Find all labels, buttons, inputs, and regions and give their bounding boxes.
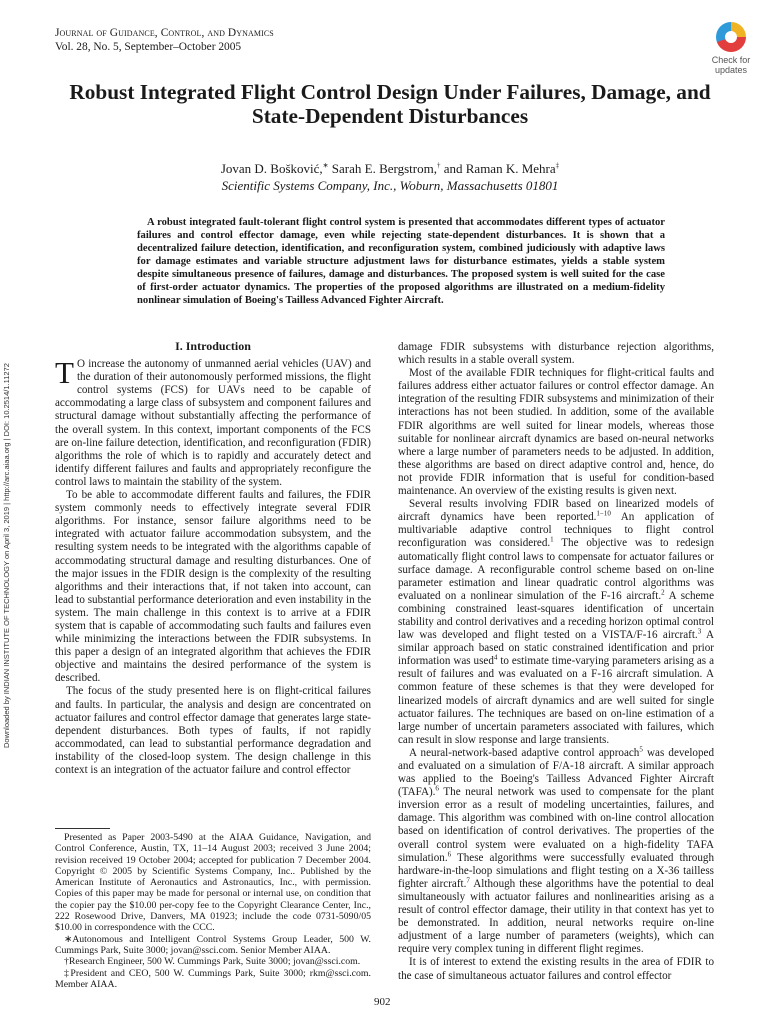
section-title: I. Introduction	[175, 339, 251, 353]
author-names	[60, 160, 720, 177]
crossmark-icon	[716, 22, 746, 52]
right-paragraph-5: It is of interest to extend the existing results in the area of FDIR to the case of simultaneous actuator failures and control effector	[398, 956, 714, 982]
abstract: A robust integrated fault-tolerant flight control system is presented that accommodates different types of actuator failures and control effector damage, even while rejecting state-dependent disturbances. It is shown that a decentralized failure detection, identification, and reconfiguration system, combined judiciously with adaptive laws for damage estimates and variable structure adjustment laws for disturbance estimates, yields a stable system despite simultaneous presence of failures, damage and disturbances. The proposed system is well suited for the case of first-order actuator dynamics. The properties of the proposed algorithms are illustrated on a medium-fidelity nonlinear simulation of Boeing's Tailless Advanced Fighter Aircraft.	[137, 217, 665, 306]
badge-line-1: Check for	[711, 55, 751, 65]
p3-text-f: to estimate time-varying parameters arising as a result of failures and was evaluated on a F-16 aircraft simulation. A common feature of these schemes is that they were developed for linearized models of aircraft dynamics and are well suited for single actuator failures. The techniques are based on on-line estimation of a large number of uncertain parameters associated with failures, which can result in slow response and large transients.	[398, 655, 715, 746]
citation: 3	[697, 627, 702, 636]
citation: 2	[661, 588, 665, 597]
citation: 7	[466, 876, 470, 885]
journal-name: Journal of Guidance, Control, and Dynamics	[55, 27, 274, 39]
p4-text-b: was developed and evaluated on a simulation of F/A-18 aircraft. A similar approach was applied to the Boeing's Tailless Advanced Fighter Aircraft (TAFA).	[398, 746, 714, 799]
citation: 5	[639, 745, 643, 754]
drop-cap: T	[55, 355, 74, 391]
paper-title: Robust Integrated Flight Control Design Under Failures, Damage, and State-Dependent Disturbances	[69, 80, 711, 128]
author-3-mark: ‡	[555, 161, 560, 170]
author-1: Jovan D. Bošković,	[220, 161, 323, 176]
right-column	[398, 341, 714, 983]
footnote-publication: Presented as Paper 2003-5490 at the AIAA Guidance, Navigation, and Control Conference, Austin, TX, 11–14 August 2003; received 3 June 2004; revision received 19 October 2004; accepted for publication 7 December 2004. Copyright © 2005 by Scientific Systems Company, Inc.. Published by the American Institute of Aeronautics and Astronautics, Inc., with permission. Copies of this paper may be made for personal or internal use, on condition that the copier pay the $10.00 per-copy fee to the Copyright Clearance Center, Inc., 222 Rosewood Drive, Danvers, MA 01923; include the code 0731-5090/05 $10.00 in correspondence with the CCC.	[55, 832, 371, 934]
right-paragraph-4	[398, 747, 714, 957]
author-2: Sarah E. Bergstrom,	[328, 161, 437, 176]
intro-paragraph-1	[55, 355, 371, 489]
p3-text-d: A scheme combining constrained least-squares identification of uncertain stability and control derivatives and a receding horizon optimal control law was developed and flight tested on a VISTA/F-16 aircraft.	[398, 589, 714, 642]
right-paragraph-3	[398, 498, 714, 747]
p3-text-e: A similar approach based on static constrained identification and prior information was used	[398, 629, 714, 668]
footnote-rule	[55, 828, 110, 829]
p4-text-c: The neural network was used to compensate for the plant inversion error as a result of modeling uncertainties, failures, and damage. This algorithm was combined with on-line control allocation based on identification of control derivatives. The properties of the overall control system were evaluated on a high-fidelity TAFA simulation.	[398, 786, 714, 864]
download-sidebar: Downloaded by INDIAN INSTITUTE OF TECHNOLOGY on April 3, 2019 | http://arc.aiaa.org | DOI: 10.2514/1.11272	[2, 363, 11, 748]
footnote-author-1: ∗Autonomous and Intelligent Control Systems Group Leader, 500 W. Cummings Park, Suite 3000; jovan@ssci.com. Senior Member AIAA.	[55, 933, 371, 956]
author-block	[60, 160, 720, 194]
right-paragraph-1: damage FDIR subsystems with disturbance rejection algorithms, which results in a stable overall system.	[398, 341, 714, 367]
p4-text-d: These algorithms were successfully evaluated through hardware-in-the-loop simulations and flight testing on a X-36 tailless fighter aircraft.	[398, 851, 714, 890]
author-3: and Raman K. Mehra	[440, 161, 556, 176]
affiliation: Scientific Systems Company, Inc., Woburn, Massachusetts 01801	[221, 178, 559, 193]
citation: 1−10	[596, 509, 611, 518]
p3-text-b: An application of multivariable adaptive control techniques to flight control reconfiguration was considered.	[398, 511, 714, 550]
left-column	[55, 340, 371, 777]
author-1-mark: ∗	[322, 161, 329, 170]
p4-text-e: Although these algorithms have the potential to deal simultaneously with actuator failures and nonlinearities arising as a result of control effector damage, their utility in that context has yet to be demonstrated. In addition, neural networks require on-line adjustment of a large number of parameters (weights), which can require very complex tuning in different flight regimes.	[398, 877, 714, 956]
intro-paragraph-3: The focus of the study presented here is on flight-critical failures and faults. In particular, the analysis and design are concentrated on actuator failures and control effector damage that generates large state-dependent disturbances. Both types of faults, if not rapidly accommodated, can lead to substantial performance degradation and instability of the closed-loop system. The design challenge in this context is an integration of the actuator failure and control effector	[55, 685, 371, 776]
journal-volume: Vol. 28, No. 5, September–October 2005	[55, 41, 242, 53]
footnote-author-3: ‡President and CEO, 500 W. Cummings Park, Suite 3000; rkm@ssci.com. Member AIAA.	[55, 967, 371, 990]
page-number: 902	[374, 996, 391, 1008]
p3-text-c: The objective was to redesign automatically flight control laws to compensate for actuator failures or surface damage. A reconfigurable control scheme based on on-line parameter estimation and linear quadratic control algorithms was evaluated on a nonlinear simulation of the F-16 aircraft.	[398, 537, 714, 602]
citation: 6	[447, 849, 452, 858]
right-paragraph-2: Most of the available FDIR techniques for flight-critical faults and failures address either actuator failures or control effector damage. An integration of the resulting FDIR subsystems and minimization of their interactions has not been studied. In addition, some of the available FDIR algorithms are well suited for linear models, whereas those suitable for nonlinear aircraft dynamics are based on-neural networks where a large number of parameters needs to be adjusted. In addition, these algorithms are based on direct adaptive control and, hence, do not provide FDIR information that is useful for condition-based maintenance. An overview of the existing results is given next.	[398, 367, 714, 498]
intro-paragraph-2: To be able to accommodate different faults and failures, the FDIR system commonly needs to effectively integrate several FDIR algorithms. For instance, sensor failure algorithms need to be integrated with actuator failure accommodation subsystem, and the resulting system needs to be integrated with the algorithms capable of accommodating structural damage and resulting disturbances. One of the major issues in the FDIR design is the complexity of the resulting algorithms and their interactions that, if not taken into account, can lead to substantial performance deterioration and even instability in the system. The main challenge in this context is to arrive at a FDIR system that is capable of accommodating such faults and failures even while minimizing the interactions between the FDIR subsystems. In this paper a design of an integrated algorithm that achieves the FDIR objective and maintains the desired performance of the system is described.	[55, 489, 371, 685]
check-for-updates-badge[interactable]	[703, 22, 759, 82]
citation: 4	[493, 653, 498, 662]
footnote-author-2: †Research Engineer, 500 W. Cummings Park, Suite 3000; jovan@ssci.com.	[64, 956, 361, 968]
p3-text-a: Several results involving FDIR based on linearized models of aircraft dynamics have been reported.	[398, 498, 714, 524]
citation: 1	[550, 535, 554, 544]
footnotes	[55, 832, 371, 990]
author-2-mark: †	[436, 161, 441, 170]
badge-line-2: updates	[714, 65, 748, 75]
citation: 6	[435, 784, 439, 793]
p4-text-a: A neural-network-based adaptive control approach	[409, 746, 640, 759]
intro-paragraph-1-text: O increase the autonomy of unmanned aerial vehicles (UAV) and the duration of their autonomously performed missions, the flight control systems (FCS) for UAVs need to be capable of accommodating a large class of subsystem and component failures and structural damage without substantially affecting the performance of the overall system. In this context, important components of the FCS are on-line failure detection, identification, and reconfiguration (FDIR) algorithms the role of which is to rapidly and accurately detect and identify different failures and faults and appropriately reconfigure the control laws to maintain the stability of the system.	[55, 358, 371, 488]
